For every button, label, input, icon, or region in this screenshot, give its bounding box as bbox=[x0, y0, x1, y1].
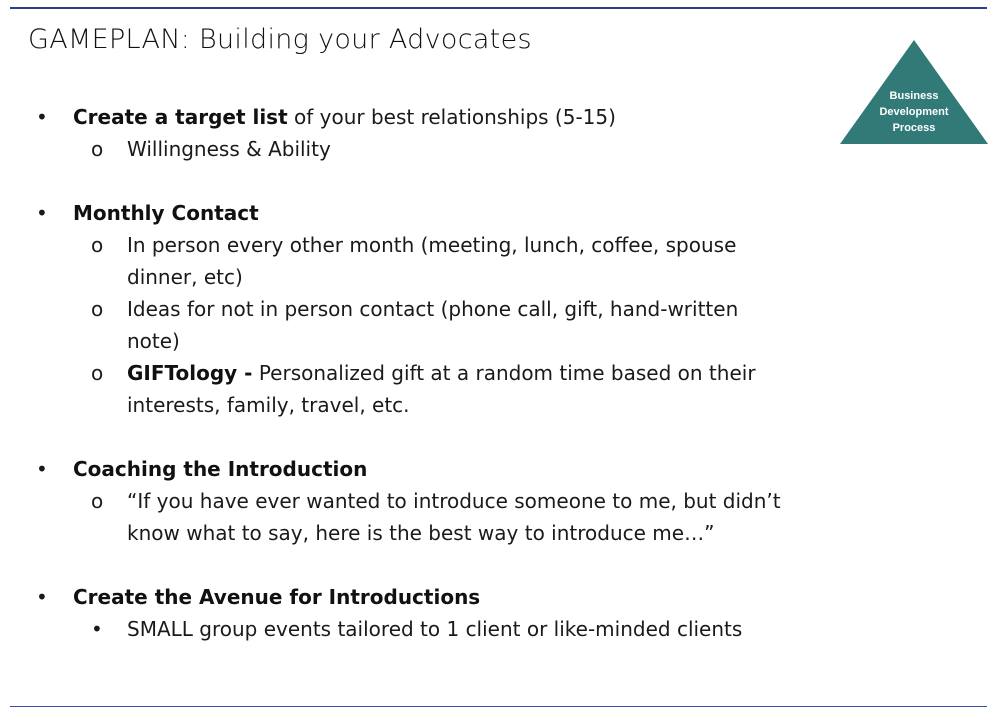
sub-item-text: Ideas for not in person contact (phone call, gift, hand-written bbox=[127, 297, 739, 321]
bullet-heading: Create a target list bbox=[73, 105, 288, 129]
badge-line-2: Development bbox=[879, 106, 949, 118]
sub-item-text: SMALL group events tailored to 1 client or like-minded clients bbox=[127, 617, 743, 641]
badge-text bbox=[840, 88, 988, 136]
sub-bullet-marker: • bbox=[91, 617, 103, 641]
sub-item-text: “If you have ever wanted to introduce someone to me, but didn’t bbox=[127, 489, 781, 513]
process-badge bbox=[840, 40, 988, 144]
bullet-item-coaching bbox=[73, 453, 367, 485]
bullet-item-target-list bbox=[73, 101, 616, 133]
sub-bullet-marker: o bbox=[91, 489, 104, 513]
sub-item-text-continued: note) bbox=[127, 329, 180, 353]
sub-item-text: Willingness & Ability bbox=[127, 137, 331, 161]
badge-line-3: Process bbox=[892, 122, 936, 134]
sub-item-text-continued: interests, family, travel, etc. bbox=[127, 393, 410, 417]
sub-bullet-marker: o bbox=[91, 233, 104, 257]
bullet-marker: • bbox=[36, 585, 48, 609]
sub-bullet-marker: o bbox=[91, 361, 104, 385]
sub-item-text: In person every other month (meeting, lunch, coffee, spouse bbox=[127, 233, 737, 257]
bottom-rule bbox=[10, 706, 987, 707]
giftology-label: GIFTology - bbox=[127, 361, 253, 385]
sub-item-giftology bbox=[127, 357, 756, 389]
sub-bullet-marker: o bbox=[91, 137, 104, 161]
sub-item-text: Personalized gift at a random time based on their bbox=[252, 361, 756, 385]
bullet-text: of your best relationships (5-15) bbox=[287, 105, 616, 129]
bullet-item-monthly-contact bbox=[73, 197, 259, 229]
bullet-heading: Create the Avenue for Introductions bbox=[73, 585, 481, 609]
slide-title: GAMEPLAN: Building your Advocates bbox=[28, 24, 532, 55]
bullet-heading: Monthly Contact bbox=[73, 201, 259, 225]
sub-item-text-continued: know what to say, here is the best way to introduce me…” bbox=[127, 521, 715, 545]
sub-bullet-marker: o bbox=[91, 297, 104, 321]
top-rule bbox=[10, 7, 987, 9]
badge-line-1: Business bbox=[889, 90, 939, 102]
bullet-heading: Coaching the Introduction bbox=[73, 457, 368, 481]
bullet-marker: • bbox=[36, 457, 48, 481]
bullet-item-avenue bbox=[73, 581, 480, 613]
sub-item-text-continued: dinner, etc) bbox=[127, 265, 243, 289]
bullet-marker: • bbox=[36, 201, 48, 225]
bullet-marker: • bbox=[36, 105, 48, 129]
